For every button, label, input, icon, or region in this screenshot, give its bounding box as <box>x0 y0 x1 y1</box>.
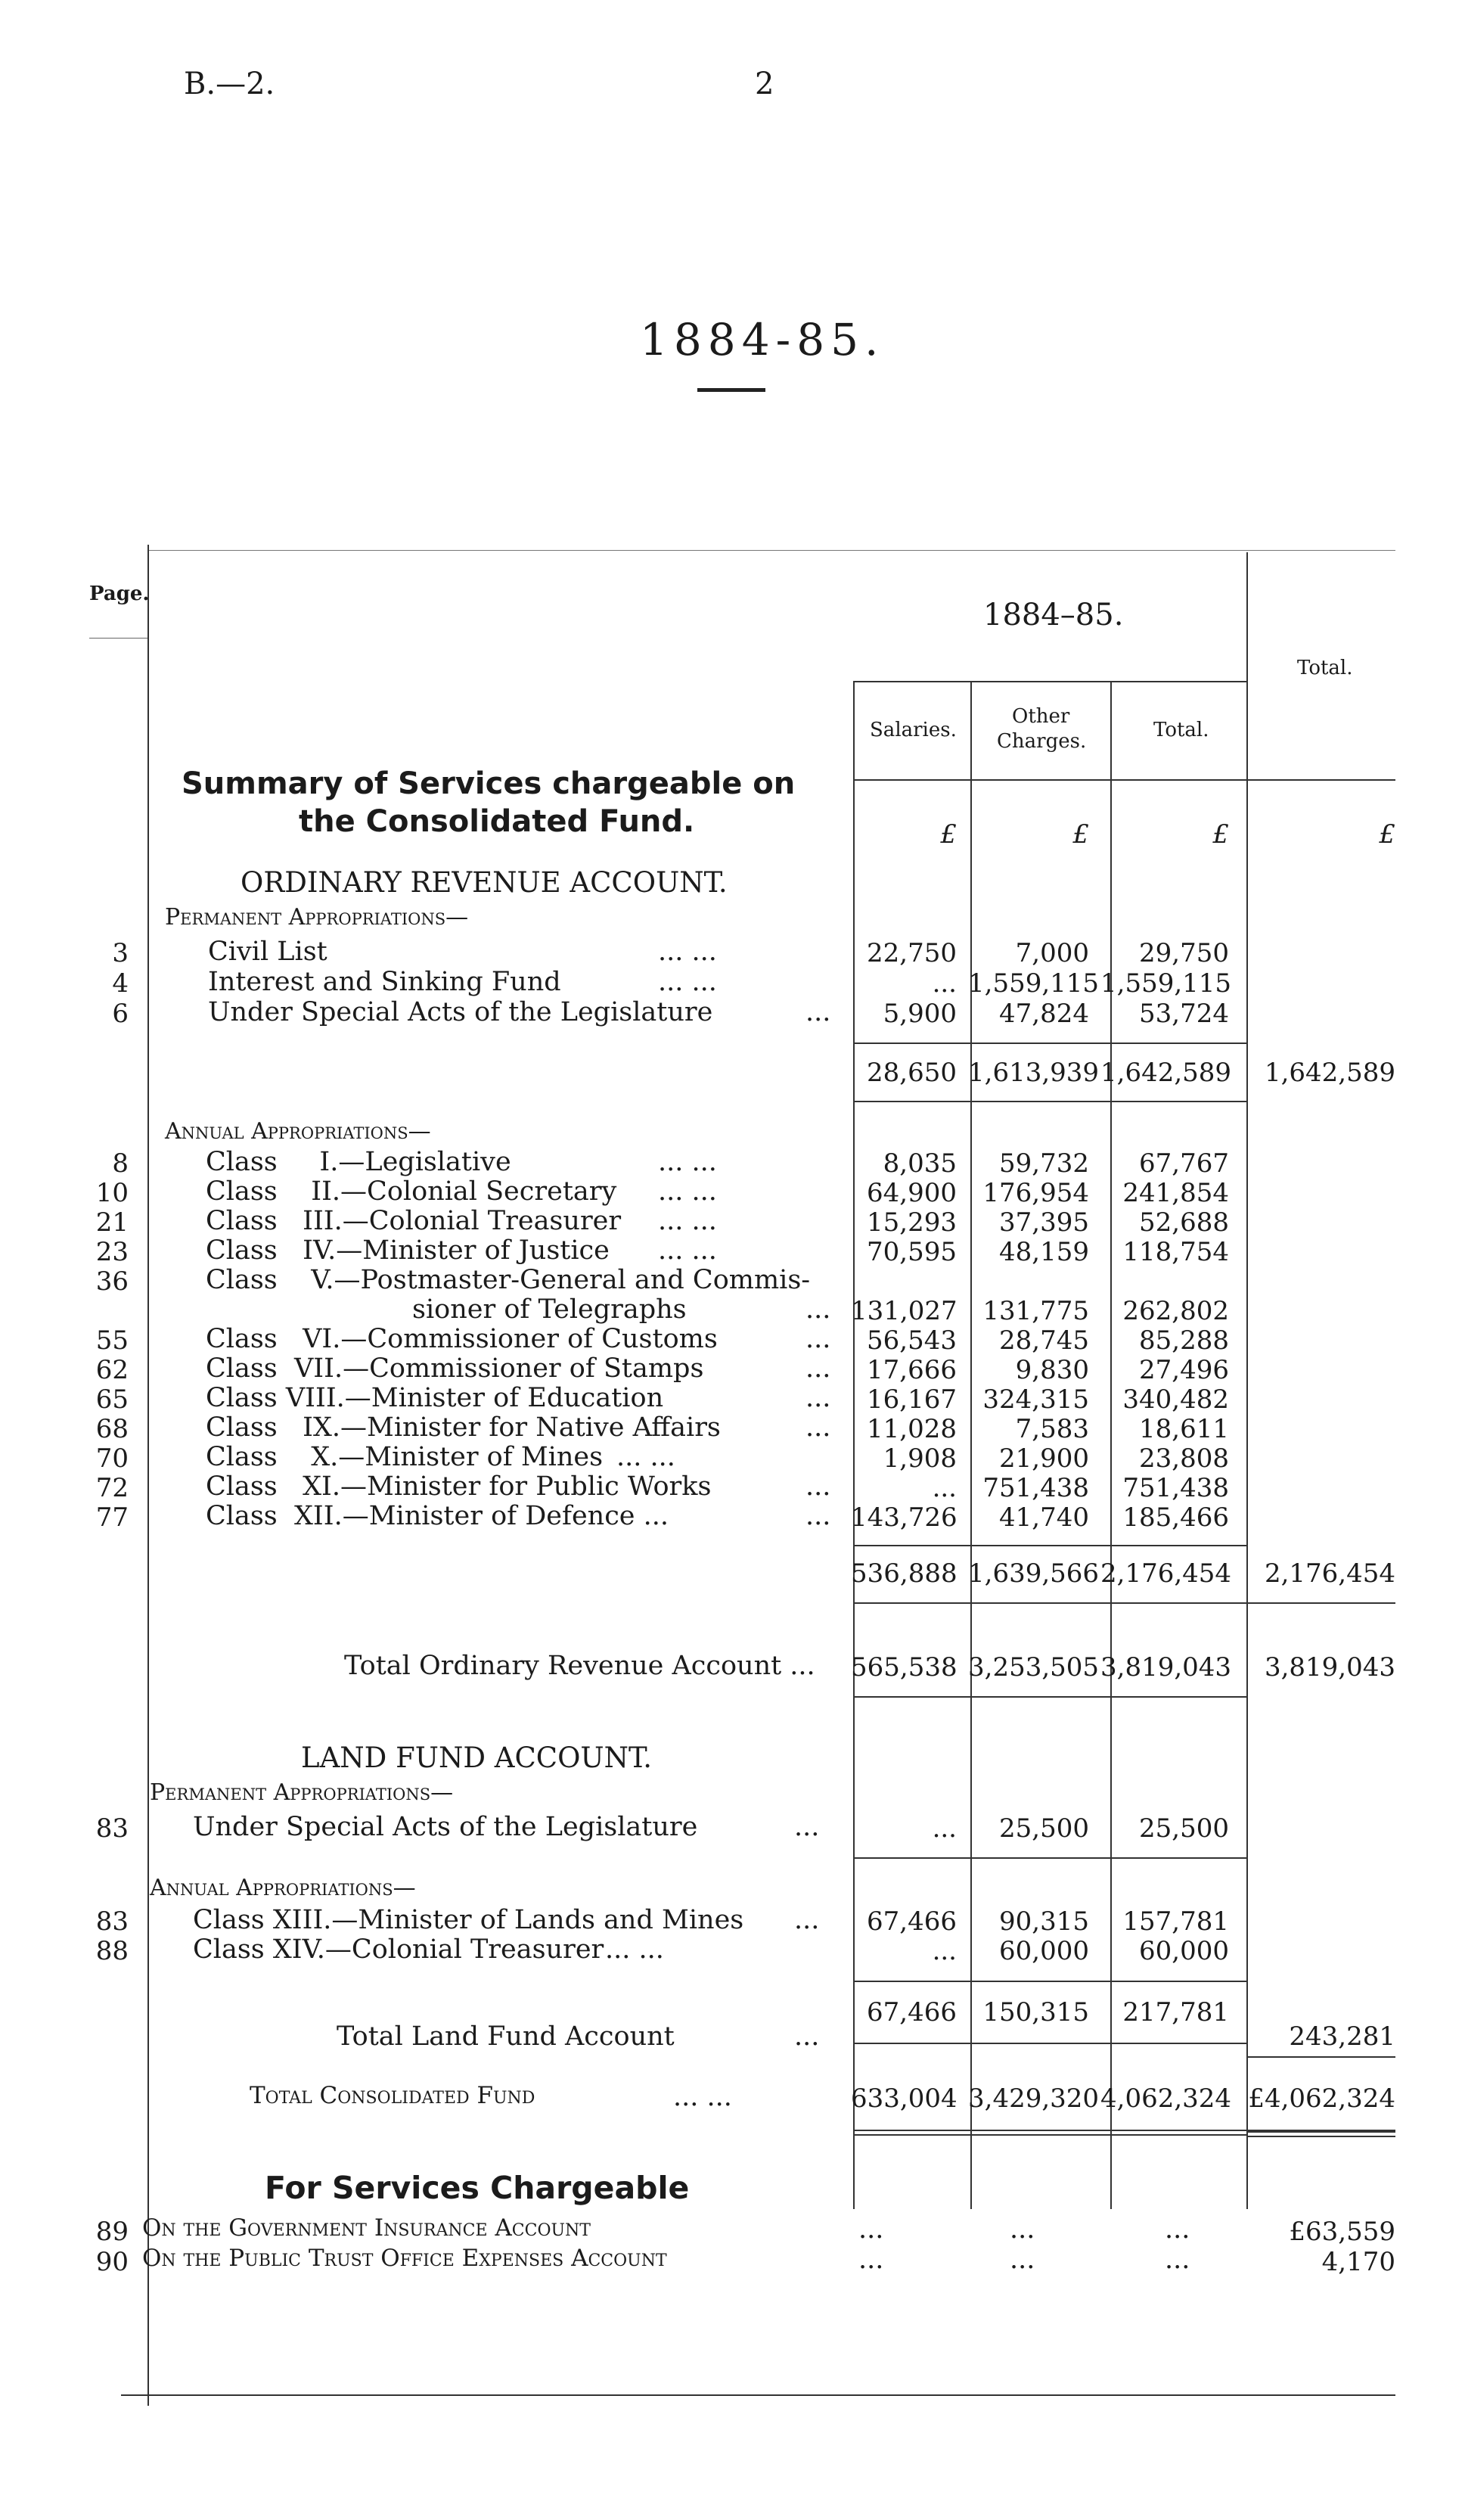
land-permanent-heading: Permanent Appropriations— <box>150 1779 454 1806</box>
salaries-value: 64,900 <box>867 1178 957 1208</box>
row-label: Class V.—Postmaster-General and Commis- <box>206 1265 811 1295</box>
page-column-rule <box>147 545 149 2406</box>
row-label: Class XIV.—Colonial Treasurer <box>193 1934 604 1965</box>
consolidated-double-rule-2 <box>853 2134 1246 2136</box>
land-total-label: Total Land Fund Account <box>337 2021 675 2052</box>
salaries-value: 67,466 <box>867 1906 957 1937</box>
page-ref: 23 <box>95 1237 129 1267</box>
page-ref: 4 <box>112 968 129 999</box>
total-value: 118,754 <box>1122 1237 1229 1267</box>
page-ref: 36 <box>95 1266 129 1297</box>
row-label: sioner of Telegraphs <box>412 1294 687 1325</box>
permanent-subtotal-rule <box>853 1042 1246 1044</box>
row-leader: ... ... <box>658 937 717 967</box>
row-leader: ... <box>858 2245 884 2275</box>
year-group-rule <box>853 681 1246 682</box>
row-leader: ... <box>805 1324 831 1354</box>
salaries-value: 15,293 <box>867 1207 957 1238</box>
consolidated-total: 4,062,324 <box>1100 2083 1232 2114</box>
row-leader: ... ... <box>658 1206 717 1236</box>
row-leader: ... ... <box>616 1442 675 1472</box>
page-ref: 55 <box>95 1325 129 1356</box>
row-label: Under Special Acts of the Legislature <box>208 997 713 1027</box>
row-label: Class XIII.—Minister of Lands and Mines <box>193 1905 744 1935</box>
other-value: 7,583 <box>1015 1414 1089 1444</box>
page-ref: 83 <box>95 1813 129 1844</box>
row-leader: ... ... <box>658 1235 717 1266</box>
land-total-grand: 243,281 <box>1289 2021 1395 2052</box>
document-code: B.—2. <box>184 67 275 101</box>
row-label: Class VI.—Commissioner of Customs <box>206 1324 718 1354</box>
total-value: 85,288 <box>1139 1325 1229 1356</box>
total-value: 340,482 <box>1122 1384 1229 1415</box>
salaries-value: 17,666 <box>867 1355 957 1385</box>
ordinary-total-total: 3,819,043 <box>1100 1652 1232 1683</box>
consolidated-grand: £4,062,324 <box>1248 2083 1395 2114</box>
page-ref: 10 <box>95 1178 129 1208</box>
page-ref: 68 <box>95 1414 129 1444</box>
salaries-value: 22,750 <box>867 938 957 968</box>
land-subtotal-salaries: 67,466 <box>867 1997 957 2027</box>
summary-title-line-2: the Consolidated Fund. <box>299 804 695 839</box>
row-label: Class II.—Colonial Secretary <box>206 1176 617 1207</box>
page-ref: 62 <box>95 1355 129 1385</box>
other-value: 90,315 <box>999 1906 1089 1937</box>
page-ref: 90 <box>95 2247 129 2277</box>
page-ref: 89 <box>95 2217 129 2247</box>
summary-title-line-1: Summary of Services chargeable on <box>182 766 796 801</box>
table-top-rule <box>147 550 1395 551</box>
salaries-header: Salaries. <box>870 719 957 741</box>
row-leader: ... ... <box>658 1147 717 1177</box>
row-label: On the Government Insurance Account <box>142 2214 591 2242</box>
total-value: 241,854 <box>1122 1178 1229 1208</box>
unit-total: £ <box>1212 819 1229 850</box>
salaries-value: ... <box>932 1813 957 1844</box>
salaries-value: 56,543 <box>867 1325 957 1356</box>
annual-subtotal-salaries: 536,888 <box>851 1558 958 1589</box>
total-value: 52,688 <box>1139 1207 1229 1238</box>
ordinary-total-bottom-rule <box>853 1696 1246 1698</box>
page-ref: 83 <box>95 1906 129 1937</box>
grand-value: £63,559 <box>1289 2217 1395 2247</box>
total-value: 751,438 <box>1122 1473 1229 1503</box>
row-leader: ... <box>858 2214 884 2245</box>
permanent-subtotal-other: 1,613,939 <box>968 1058 1100 1088</box>
other-value: 131,775 <box>982 1296 1089 1326</box>
salaries-value: ... <box>932 968 957 999</box>
row-label: Class VIII.—Minister of Education <box>206 1383 664 1413</box>
ordinary-total-salaries: 565,538 <box>851 1652 958 1683</box>
salaries-value: ... <box>932 1936 957 1966</box>
page-ref: 70 <box>95 1443 129 1474</box>
total-value: 25,500 <box>1139 1813 1229 1844</box>
other-value: 37,395 <box>999 1207 1089 1238</box>
land-permanent-rule <box>853 1857 1246 1859</box>
other-value: 324,315 <box>982 1384 1089 1415</box>
total-value: 60,000 <box>1139 1936 1229 1966</box>
ordinary-annual-heading: Annual Appropriations— <box>165 1118 431 1145</box>
other-value: 751,438 <box>982 1473 1089 1503</box>
land-grand-rule <box>1246 2056 1395 2058</box>
row-label: Civil List <box>208 937 327 967</box>
land-total-rule <box>853 2043 1246 2044</box>
annual-subtotal-total: 2,176,454 <box>1100 1558 1232 1589</box>
row-label: Class XII.—Minister of Defence ... <box>206 1501 669 1531</box>
row-leader: ... ... <box>658 967 717 997</box>
row-label: Class III.—Colonial Treasurer <box>206 1206 622 1236</box>
other-value: 21,900 <box>999 1443 1089 1474</box>
total-value: 67,767 <box>1139 1148 1229 1179</box>
year-group-label: 1884–85. <box>983 598 1124 632</box>
consolidated-double-rule-1 <box>853 2130 1246 2131</box>
other-value: 1,559,115 <box>968 968 1100 999</box>
salaries-value: 70,595 <box>867 1237 957 1267</box>
other-value: 60,000 <box>999 1936 1089 1966</box>
other-value: 176,954 <box>982 1178 1089 1208</box>
total-value: 29,750 <box>1139 938 1229 968</box>
total-value: 18,611 <box>1139 1414 1229 1444</box>
ordinary-total-grand: 3,819,043 <box>1264 1652 1395 1683</box>
ordinary-permanent-heading: Permanent Appropriations— <box>165 904 469 931</box>
row-leader: ... <box>1165 2245 1190 2275</box>
page-header-rule <box>89 638 147 639</box>
consolidated-salaries: 633,004 <box>851 2083 958 2114</box>
row-leader: ... <box>805 1412 831 1443</box>
page-column-label: Page. <box>89 583 150 605</box>
year-title: 1884-85. <box>640 314 885 365</box>
row-leader: ... <box>1010 2214 1035 2245</box>
page-ref: 8 <box>112 1148 129 1179</box>
consolidated-leader: ... ... <box>673 2082 732 2112</box>
salaries-value: 143,726 <box>851 1502 958 1533</box>
row-leader: ... <box>805 1294 831 1325</box>
row-leader: ... <box>805 1501 831 1531</box>
permanent-subtotal-grand: 1,642,589 <box>1264 1058 1395 1088</box>
header-bottom-rule <box>853 779 1395 781</box>
total-value: 53,724 <box>1139 999 1229 1029</box>
other-value: 28,745 <box>999 1325 1089 1356</box>
col-rule-4 <box>1246 552 1248 2209</box>
land-subtotal-total: 217,781 <box>1122 1997 1229 2027</box>
page-ref: 72 <box>95 1473 129 1503</box>
total-value: 185,466 <box>1122 1502 1229 1533</box>
row-label: Class I.—Legislative <box>206 1147 511 1177</box>
permanent-subtotal-bottom-rule <box>853 1101 1246 1102</box>
other-value: 41,740 <box>999 1502 1089 1533</box>
total-header: Total. <box>1153 719 1209 741</box>
other-value: 48,159 <box>999 1237 1089 1267</box>
row-label: Class XI.—Minister for Public Works <box>206 1471 712 1502</box>
other-services-heading: For Services Chargeable <box>265 2170 690 2206</box>
total-column-label: Total. <box>1297 657 1353 679</box>
row-leader: ... <box>1010 2245 1035 2275</box>
land-subtotal-other: 150,315 <box>982 1997 1089 2027</box>
total-value: 262,802 <box>1122 1296 1229 1326</box>
row-leader: ... <box>805 1471 831 1502</box>
salaries-value: 8,035 <box>883 1148 957 1179</box>
row-leader: ... <box>805 997 831 1027</box>
row-label: On the Public Trust Office Expenses Account <box>142 2245 667 2272</box>
unit-salaries: £ <box>940 819 957 850</box>
row-leader: ... <box>1165 2214 1190 2245</box>
table-bottom-rule <box>121 2394 1395 2396</box>
total-value: 157,781 <box>1122 1906 1229 1937</box>
ordinary-total-other: 3,253,505 <box>968 1652 1100 1683</box>
row-leader: ... <box>794 1812 820 1842</box>
page-number: 2 <box>755 67 774 101</box>
other-charges-header-1: Other <box>1012 705 1070 728</box>
row-label: Interest and Sinking Fund <box>208 967 561 997</box>
annual-subtotal-other: 1,639,566 <box>968 1558 1100 1589</box>
row-label: Class X.—Minister of Mines <box>206 1442 604 1472</box>
consolidated-other: 3,429,320 <box>968 2083 1100 2114</box>
row-label: Class IX.—Minister for Native Affairs <box>206 1412 721 1443</box>
ordinary-total-label: Total Ordinary Revenue Account ... <box>344 1651 815 1681</box>
row-label: Under Special Acts of the Legislature <box>193 1812 698 1842</box>
total-value: 1,559,115 <box>1100 968 1232 999</box>
total-value: 27,496 <box>1139 1355 1229 1385</box>
other-value: 25,500 <box>999 1813 1089 1844</box>
salaries-value: 11,028 <box>867 1414 957 1444</box>
row-leader: ... <box>794 1905 820 1935</box>
page-ref: 6 <box>112 999 129 1029</box>
consolidated-grand-rule-1 <box>1246 2130 1395 2133</box>
salaries-value: ... <box>932 1473 957 1503</box>
row-label: Class VII.—Commissioner of Stamps <box>206 1353 704 1384</box>
unit-other: £ <box>1072 819 1089 850</box>
annual-subtotal-grand: 2,176,454 <box>1264 1558 1395 1589</box>
grand-value: 4,170 <box>1321 2247 1395 2277</box>
page-ref: 21 <box>95 1207 129 1238</box>
other-value: 9,830 <box>1015 1355 1089 1385</box>
land-total-leader: ... <box>794 2021 820 2052</box>
salaries-value: 131,027 <box>851 1296 958 1326</box>
page-ref: 88 <box>95 1936 129 1966</box>
title-underline <box>697 388 765 392</box>
land-heading: LAND FUND ACCOUNT. <box>301 1742 652 1774</box>
annual-subtotal-rule <box>853 1545 1246 1546</box>
land-annual-subtotal-rule <box>853 1981 1246 1982</box>
consolidated-label: Total Consolidated Fund <box>250 2082 535 2109</box>
unit-grand: £ <box>1379 819 1395 850</box>
annual-subtotal-bottom-rule <box>853 1602 1395 1604</box>
row-label: Class IV.—Minister of Justice <box>206 1235 610 1266</box>
other-value: 59,732 <box>999 1148 1089 1179</box>
ordinary-heading: ORDINARY REVENUE ACCOUNT. <box>241 866 728 899</box>
permanent-subtotal-total: 1,642,589 <box>1100 1058 1232 1088</box>
salaries-value: 5,900 <box>883 999 957 1029</box>
row-leader: ... ... <box>658 1176 717 1207</box>
row-leader: ... ... <box>605 1934 664 1965</box>
row-leader: ... <box>805 1383 831 1413</box>
consolidated-grand-rule-2 <box>1246 2136 1395 2137</box>
permanent-subtotal-salaries: 28,650 <box>867 1058 957 1088</box>
salaries-value: 16,167 <box>867 1384 957 1415</box>
land-annual-heading: Annual Appropriations— <box>150 1875 416 1901</box>
salaries-value: 1,908 <box>883 1443 957 1474</box>
other-value: 7,000 <box>1015 938 1089 968</box>
page-ref: 3 <box>112 938 129 968</box>
other-charges-header-2: Charges. <box>997 730 1087 753</box>
total-value: 23,808 <box>1139 1443 1229 1474</box>
other-value: 47,824 <box>999 999 1089 1029</box>
page-ref: 77 <box>95 1502 129 1533</box>
row-leader: ... <box>805 1353 831 1384</box>
page-ref: 65 <box>95 1384 129 1415</box>
